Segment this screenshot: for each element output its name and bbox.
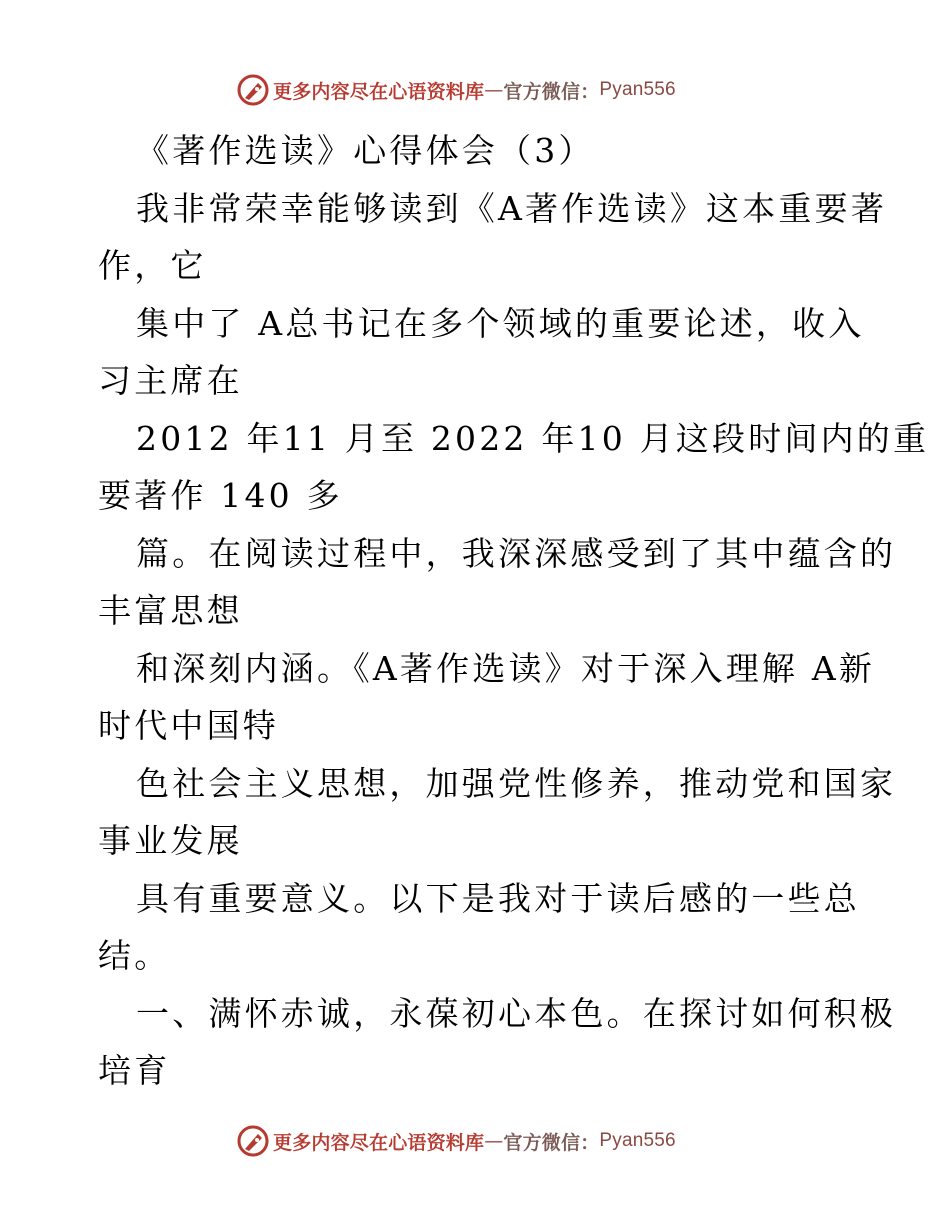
paragraph-line: 时代中国特 — [98, 706, 279, 745]
document-body — [98, 122, 930, 1100]
header-banner — [236, 73, 676, 107]
footer-banner — [236, 1124, 676, 1158]
banner-wechat-id: Pyan556 — [599, 1130, 676, 1151]
pen-nib-logo-icon — [236, 73, 270, 107]
paragraph-line: 篇。在阅读过程中，我深深感受到了其中蕴含的 — [136, 533, 897, 573]
paragraph-line: 一、满怀赤诚，永葆初心本色。在探讨如何积极 — [136, 993, 897, 1033]
banner-main-text: 更多内容尽在心语资料库 — [273, 1131, 485, 1154]
paragraph-line: 具有重要意义。以下是我对于读后感的一些总 — [136, 878, 860, 918]
banner-dash: — — [484, 1130, 504, 1152]
pen-nib-logo-icon — [236, 1124, 270, 1158]
paragraph-line: 色社会主义思想，加强党性修养，推动党和国家 — [136, 763, 897, 803]
paragraph-line: 事业发展 — [98, 821, 243, 860]
banner-main-text: 更多内容尽在心语资料库 — [273, 80, 485, 103]
paragraph-line: 要著作 140 多 — [98, 476, 343, 515]
banner-wechat-label: 官方微信： — [503, 80, 600, 103]
banner-wechat-id: Pyan556 — [599, 79, 676, 100]
paragraph-line: 丰富思想 — [98, 591, 243, 630]
paragraph-line: 2012 年11 月至 2022 年10 月这段时间内的重 — [136, 418, 930, 458]
paragraph-line: 作，它 — [98, 246, 207, 285]
document-title: 《著作选读》心得体会（3） — [136, 131, 595, 170]
paragraph-line: 结。 — [98, 936, 171, 975]
paragraph-line: 集中了 A总书记在多个领域的重要论述，收入 — [136, 303, 865, 343]
banner-dash: — — [484, 79, 504, 101]
banner-wechat-label: 官方微信： — [503, 1131, 600, 1154]
paragraph-line: 我非常荣幸能够读到《A著作选读》这本重要著 — [136, 188, 888, 228]
paragraph-line: 和深刻内涵。《A著作选读》对于深入理解 A新 — [136, 648, 876, 688]
paragraph-line: 培育 — [98, 1051, 171, 1090]
paragraph-line: 习主席在 — [98, 361, 243, 400]
